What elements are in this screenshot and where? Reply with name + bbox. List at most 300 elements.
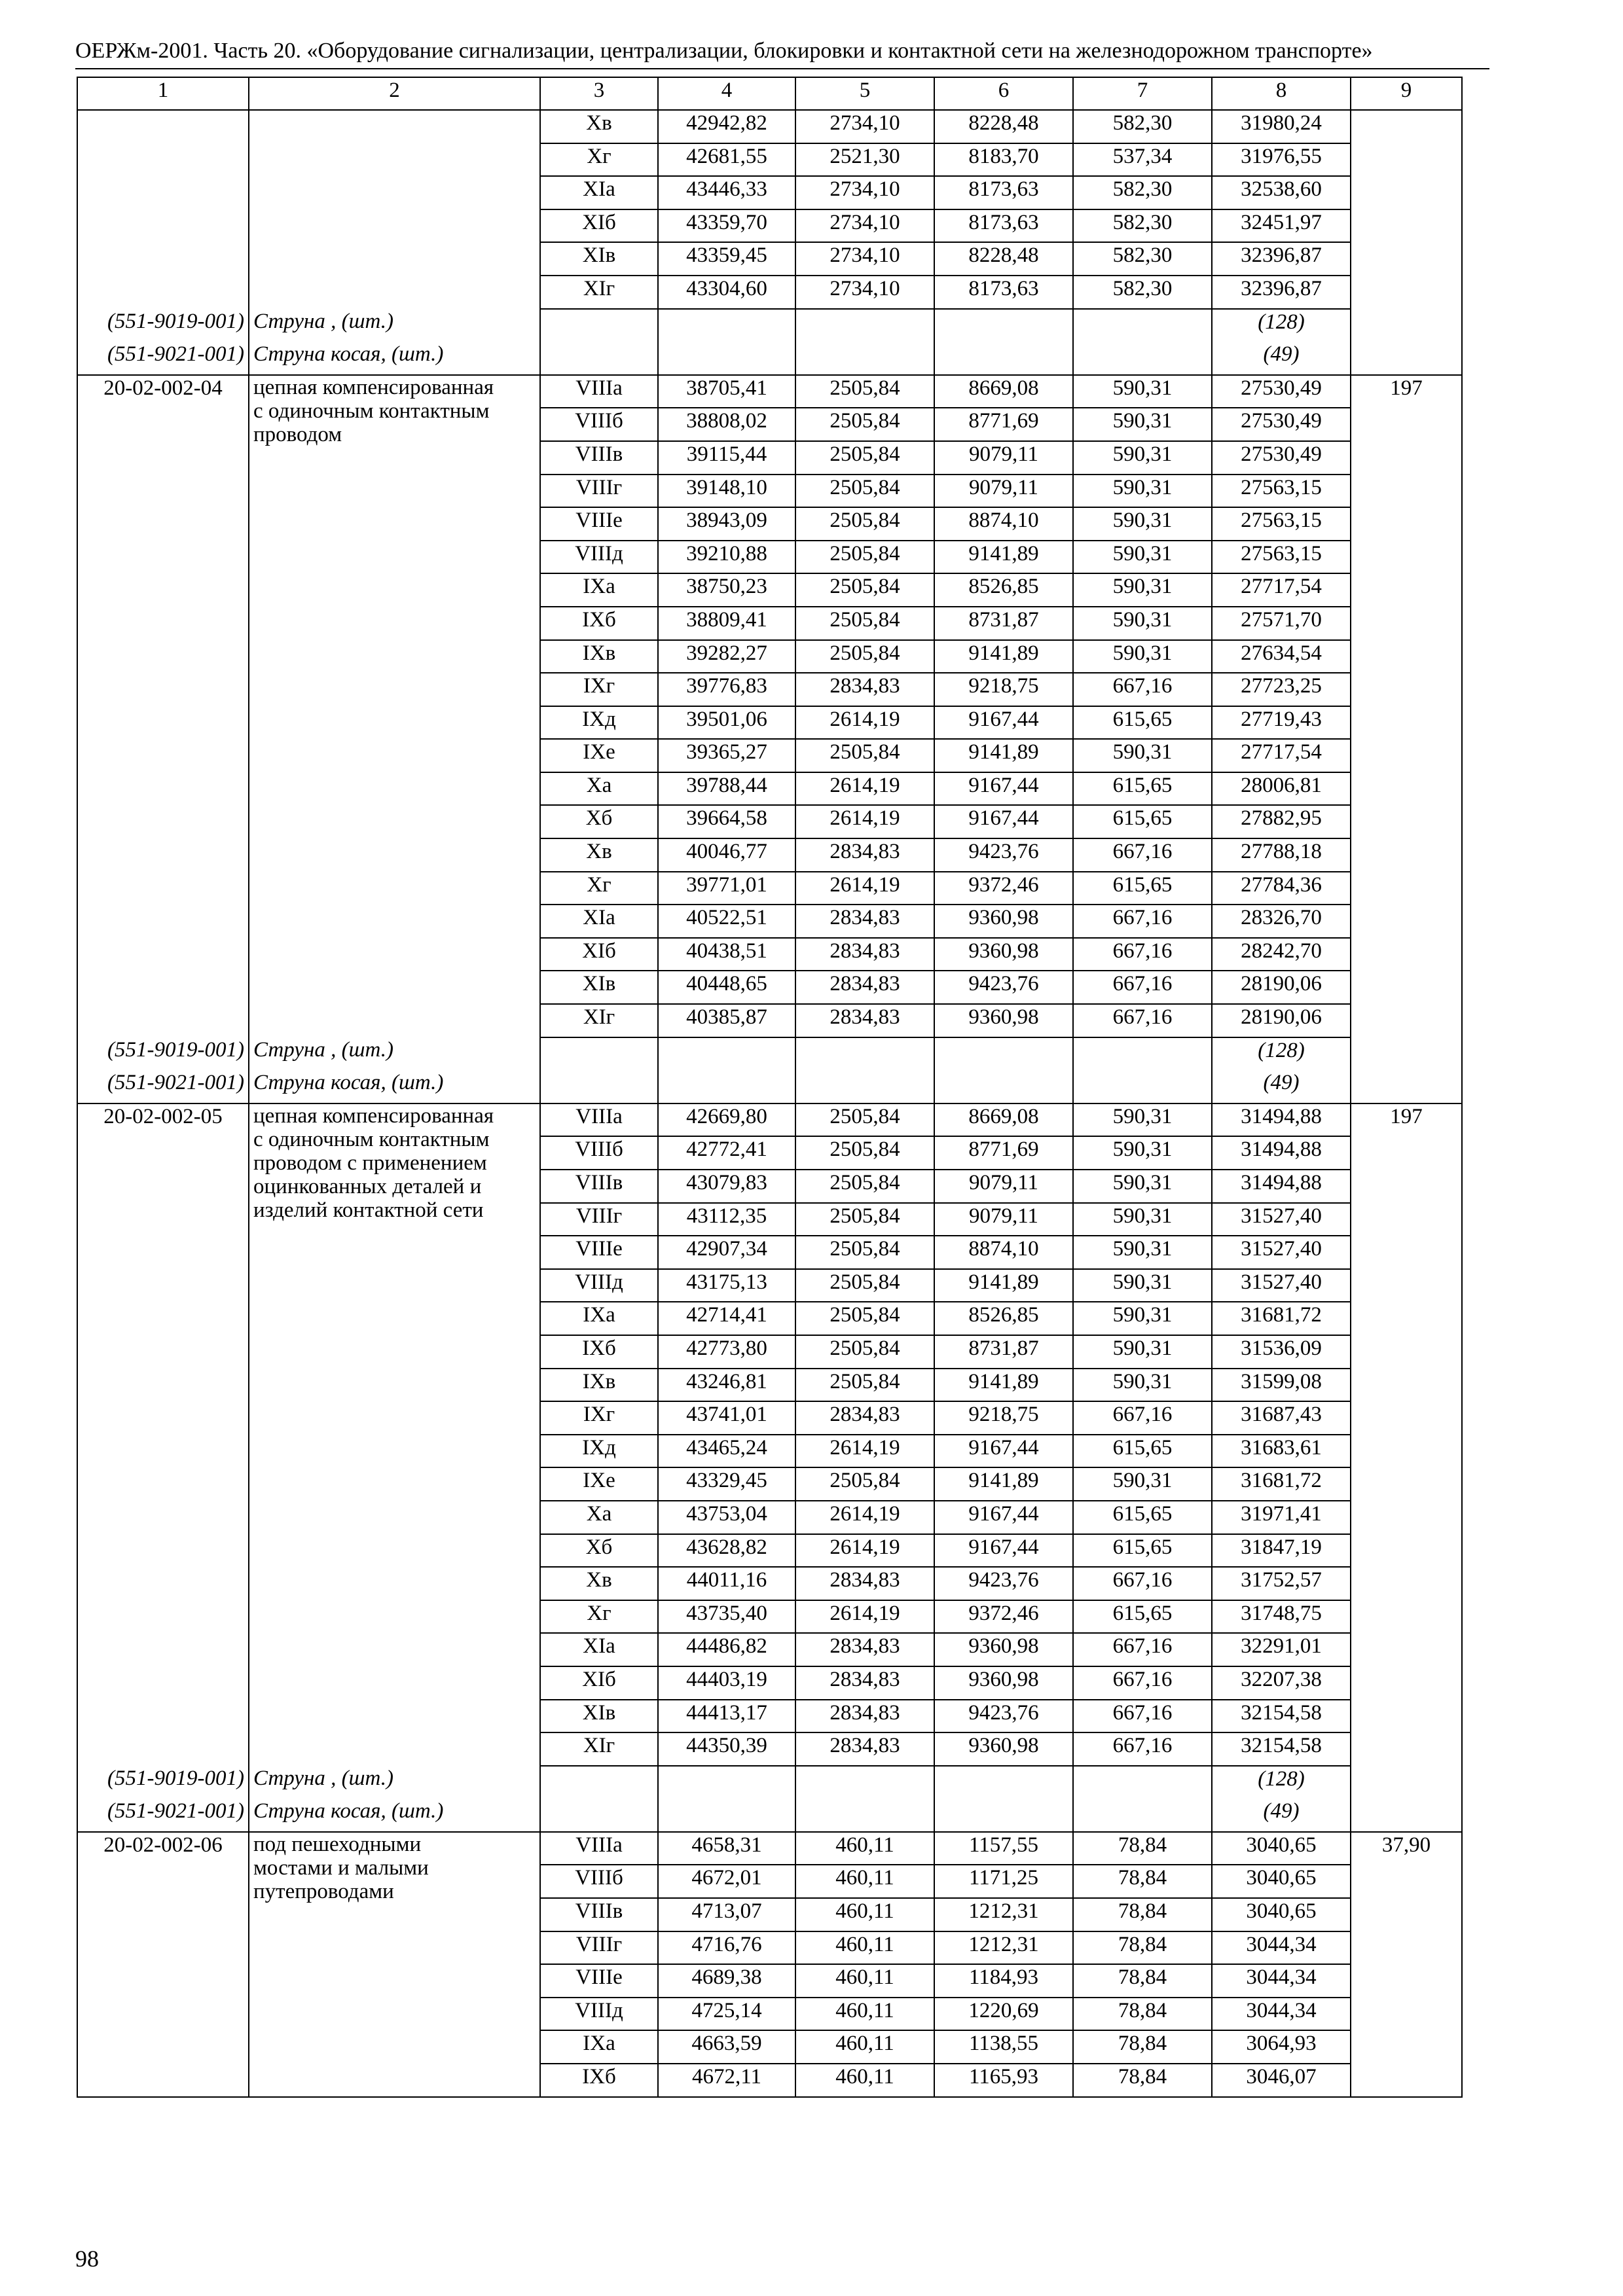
rate-description-cell xyxy=(249,475,540,508)
value-cell: 2521,30 xyxy=(795,143,934,177)
rates-table xyxy=(77,77,1463,2098)
value-cell: 590,31 xyxy=(1073,573,1212,607)
zone-cell: IХг xyxy=(540,673,658,706)
labor-cost-cell xyxy=(1351,1666,1462,1700)
rate-code-cell xyxy=(77,209,249,243)
value-cell: 39210,88 xyxy=(658,541,795,574)
table-row xyxy=(77,1534,1462,1568)
zone-cell: IХб xyxy=(540,2064,658,2097)
labor-cost: 197 xyxy=(1351,375,1462,408)
rate-description-line: изделий контактной сети xyxy=(253,1198,484,1222)
value-cell: 40438,51 xyxy=(658,938,795,971)
rate-code-cell xyxy=(77,1998,249,2031)
value-cell: 78,84 xyxy=(1073,2030,1212,2064)
value-cell: 27530,49 xyxy=(1212,441,1351,475)
empty-cell xyxy=(795,342,934,375)
value-cell: 28326,70 xyxy=(1212,905,1351,938)
value-cell: 3040,65 xyxy=(1212,1865,1351,1898)
rate-description-cell xyxy=(249,673,540,706)
zone-cell: VIIIа xyxy=(540,375,658,408)
zone-cell: ХIб xyxy=(540,209,658,243)
labor-cost-cell xyxy=(1351,1898,1462,1931)
value-cell: 31494,88 xyxy=(1212,1136,1351,1170)
value-cell: 43741,01 xyxy=(658,1401,795,1435)
table-row xyxy=(77,573,1462,607)
value-cell: 43465,24 xyxy=(658,1435,795,1468)
value-cell: 9360,98 xyxy=(934,1004,1073,1037)
value-cell: 590,31 xyxy=(1073,607,1212,640)
value-cell: 27571,70 xyxy=(1212,607,1351,640)
value-cell: 667,16 xyxy=(1073,971,1212,1004)
value-cell: 2734,10 xyxy=(795,176,934,209)
table-row xyxy=(77,1369,1462,1402)
value-cell: 38809,41 xyxy=(658,607,795,640)
rate-description-cell xyxy=(249,1832,540,1903)
value-cell: 31681,72 xyxy=(1212,1302,1351,1335)
resource-value: (128) xyxy=(1212,309,1351,342)
resource-code: (551-9019-001) xyxy=(77,1037,249,1071)
rate-code-cell xyxy=(77,805,249,838)
resource-code: (551-9021-001) xyxy=(77,342,249,375)
rate-code-cell xyxy=(77,938,249,971)
value-cell: 9372,46 xyxy=(934,1600,1073,1634)
zone-cell: ХIг xyxy=(540,1004,658,1037)
labor-cost-cell xyxy=(1351,1369,1462,1402)
zone-cell: IХв xyxy=(540,1369,658,1402)
rate-description-line: с одиночным контактным xyxy=(253,399,490,423)
value-cell: 1138,55 xyxy=(934,2030,1073,2064)
rate-code-cell xyxy=(77,1170,249,1203)
value-cell: 78,84 xyxy=(1073,1865,1212,1898)
zone-cell: IХа xyxy=(540,1302,658,1335)
value-cell: 9167,44 xyxy=(934,1534,1073,1568)
rate-description-cell xyxy=(249,1401,540,1435)
rate-description-cell xyxy=(249,507,540,541)
value-cell: 2834,83 xyxy=(795,1732,934,1766)
rate-description-cell xyxy=(249,872,540,905)
table-row xyxy=(77,176,1462,209)
rate-description-cell xyxy=(249,1004,540,1037)
rate-description-cell xyxy=(249,242,540,276)
table-row xyxy=(77,143,1462,177)
labor-cost-cell xyxy=(1351,607,1462,640)
labor-cost-cell xyxy=(1351,739,1462,772)
empty-cell xyxy=(934,342,1073,375)
value-cell: 590,31 xyxy=(1073,739,1212,772)
empty-cell xyxy=(1351,1070,1462,1103)
value-cell: 667,16 xyxy=(1073,1401,1212,1435)
value-cell: 9141,89 xyxy=(934,1369,1073,1402)
rate-code-cell xyxy=(77,541,249,574)
table-row xyxy=(77,838,1462,872)
value-cell: 9079,11 xyxy=(934,475,1073,508)
value-cell: 9423,76 xyxy=(934,1700,1073,1733)
value-cell: 32396,87 xyxy=(1212,276,1351,309)
rate-code-cell xyxy=(77,1467,249,1501)
rate-description-line: под пешеходными xyxy=(253,1832,422,1856)
value-cell: 460,11 xyxy=(795,1898,934,1931)
table-row xyxy=(77,1004,1462,1037)
labor-cost: 37,90 xyxy=(1351,1832,1462,1865)
rate-description-cell xyxy=(249,1534,540,1568)
value-cell: 615,65 xyxy=(1073,772,1212,806)
table-row xyxy=(77,872,1462,905)
value-cell: 8183,70 xyxy=(934,143,1073,177)
value-cell: 615,65 xyxy=(1073,706,1212,740)
value-cell: 42773,80 xyxy=(658,1335,795,1369)
empty-cell xyxy=(1351,1037,1462,1071)
value-cell: 2505,84 xyxy=(795,1136,934,1170)
value-cell: 32538,60 xyxy=(1212,176,1351,209)
labor-cost-cell xyxy=(1351,1269,1462,1302)
value-cell: 667,16 xyxy=(1073,1567,1212,1600)
value-cell: 590,31 xyxy=(1073,541,1212,574)
value-cell: 38705,41 xyxy=(658,375,795,408)
value-cell: 8669,08 xyxy=(934,375,1073,408)
value-cell: 582,30 xyxy=(1073,242,1212,276)
value-cell: 2834,83 xyxy=(795,905,934,938)
value-cell: 2614,19 xyxy=(795,872,934,905)
rate-code-cell xyxy=(77,706,249,740)
zone-cell: ХIв xyxy=(540,242,658,276)
resource-name: Струна , (шт.) xyxy=(249,309,540,342)
labor-cost-cell xyxy=(1351,872,1462,905)
table-row xyxy=(77,1269,1462,1302)
rate-code-cell xyxy=(77,1931,249,1965)
value-cell: 4663,59 xyxy=(658,2030,795,2064)
rate-code-cell xyxy=(77,1898,249,1931)
value-cell: 667,16 xyxy=(1073,1666,1212,1700)
value-cell: 4672,01 xyxy=(658,1865,795,1898)
table-row xyxy=(77,1401,1462,1435)
value-cell: 2834,83 xyxy=(795,1666,934,1700)
rate-code-cell xyxy=(77,772,249,806)
column-number: 5 xyxy=(795,77,934,110)
value-cell: 39501,06 xyxy=(658,706,795,740)
value-cell: 38750,23 xyxy=(658,573,795,607)
rate-description-cell xyxy=(249,1501,540,1534)
value-cell: 2734,10 xyxy=(795,110,934,143)
value-cell: 2505,84 xyxy=(795,607,934,640)
zone-cell: VIIIб xyxy=(540,1865,658,1898)
value-cell: 39788,44 xyxy=(658,772,795,806)
value-cell: 28006,81 xyxy=(1212,772,1351,806)
rate-description-cell xyxy=(249,1633,540,1666)
page-number: 98 xyxy=(75,2246,99,2272)
value-cell: 590,31 xyxy=(1073,640,1212,673)
rate-description-cell xyxy=(249,838,540,872)
value-cell: 31683,61 xyxy=(1212,1435,1351,1468)
value-cell: 4658,31 xyxy=(658,1832,795,1865)
table-row xyxy=(77,905,1462,938)
value-cell: 27882,95 xyxy=(1212,805,1351,838)
value-cell: 667,16 xyxy=(1073,905,1212,938)
resource-name: Струна косая, (шт.) xyxy=(249,342,540,375)
labor-cost-cell xyxy=(1351,507,1462,541)
rate-code: 20-02-002-06 xyxy=(77,1832,249,1865)
value-cell: 9141,89 xyxy=(934,640,1073,673)
value-cell: 2505,84 xyxy=(795,1103,934,1137)
zone-cell: VIIIв xyxy=(540,1170,658,1203)
rate-description-cell xyxy=(249,1567,540,1600)
value-cell: 2614,19 xyxy=(795,1534,934,1568)
value-cell: 590,31 xyxy=(1073,441,1212,475)
zone-cell: VIIIг xyxy=(540,1931,658,1965)
empty-cell xyxy=(934,1070,1073,1103)
value-cell: 39115,44 xyxy=(658,441,795,475)
rate-code-cell xyxy=(77,1964,249,1998)
value-cell: 9423,76 xyxy=(934,971,1073,1004)
value-cell: 590,31 xyxy=(1073,475,1212,508)
column-number: 2 xyxy=(249,77,540,110)
value-cell: 460,11 xyxy=(795,1931,934,1965)
empty-cell xyxy=(658,342,795,375)
table-row xyxy=(77,276,1462,309)
labor-cost-cell xyxy=(1351,1004,1462,1037)
value-cell: 2614,19 xyxy=(795,706,934,740)
value-cell: 43359,45 xyxy=(658,242,795,276)
table-row xyxy=(77,1103,1462,1137)
rate-description-cell xyxy=(249,1700,540,1733)
value-cell: 3046,07 xyxy=(1212,2064,1351,2097)
rate-code-cell xyxy=(77,1004,249,1037)
rate-code-cell xyxy=(77,739,249,772)
value-cell: 27563,15 xyxy=(1212,475,1351,508)
zone-cell: VIIIг xyxy=(540,475,658,508)
rate-description-line: проводом xyxy=(253,422,342,446)
value-cell: 8669,08 xyxy=(934,1103,1073,1137)
value-cell: 9218,75 xyxy=(934,673,1073,706)
column-number: 3 xyxy=(540,77,658,110)
table-row xyxy=(77,1335,1462,1369)
rate-code-cell xyxy=(77,838,249,872)
value-cell: 40522,51 xyxy=(658,905,795,938)
value-cell: 8731,87 xyxy=(934,1335,1073,1369)
value-cell: 44486,82 xyxy=(658,1633,795,1666)
labor-cost-cell xyxy=(1351,276,1462,309)
zone-cell: VIIIб xyxy=(540,1136,658,1170)
value-cell: 32396,87 xyxy=(1212,242,1351,276)
resource-name: Струна косая, (шт.) xyxy=(249,1070,540,1103)
labor-cost-cell xyxy=(1351,1865,1462,1898)
empty-cell xyxy=(1351,1766,1462,1799)
empty-cell xyxy=(795,309,934,342)
value-cell: 2505,84 xyxy=(795,1369,934,1402)
table-row xyxy=(77,2064,1462,2097)
value-cell: 2505,84 xyxy=(795,375,934,408)
value-cell: 9167,44 xyxy=(934,1501,1073,1534)
value-cell: 43079,83 xyxy=(658,1170,795,1203)
rate-description-cell xyxy=(249,739,540,772)
resource-row xyxy=(77,342,1462,375)
zone-cell: Ха xyxy=(540,772,658,806)
value-cell: 1165,93 xyxy=(934,2064,1073,2097)
rate-description-cell xyxy=(249,1732,540,1766)
value-cell: 31527,40 xyxy=(1212,1269,1351,1302)
value-cell: 27717,54 xyxy=(1212,573,1351,607)
value-cell: 3040,65 xyxy=(1212,1898,1351,1931)
value-cell: 9079,11 xyxy=(934,1170,1073,1203)
empty-cell xyxy=(658,309,795,342)
value-cell: 9423,76 xyxy=(934,1567,1073,1600)
zone-cell: ХIа xyxy=(540,905,658,938)
rate-description-cell xyxy=(249,375,540,446)
rate-description-cell xyxy=(249,938,540,971)
labor-cost-cell xyxy=(1351,573,1462,607)
value-cell: 460,11 xyxy=(795,1998,934,2031)
value-cell: 39365,27 xyxy=(658,739,795,772)
value-cell: 460,11 xyxy=(795,1964,934,1998)
empty-cell xyxy=(540,1070,658,1103)
table-row xyxy=(77,1467,1462,1501)
value-cell: 39771,01 xyxy=(658,872,795,905)
labor-cost-cell xyxy=(1351,1633,1462,1666)
value-cell: 667,16 xyxy=(1073,1633,1212,1666)
value-cell: 590,31 xyxy=(1073,507,1212,541)
table-row xyxy=(77,1998,1462,2031)
value-cell: 42772,41 xyxy=(658,1136,795,1170)
value-cell: 32154,58 xyxy=(1212,1732,1351,1766)
value-cell: 8526,85 xyxy=(934,1302,1073,1335)
zone-cell: IХе xyxy=(540,739,658,772)
value-cell: 38808,02 xyxy=(658,408,795,441)
zone-cell: Хг xyxy=(540,143,658,177)
value-cell: 2505,84 xyxy=(795,640,934,673)
rate-description-cell xyxy=(249,772,540,806)
labor-cost-cell xyxy=(1351,1998,1462,2031)
value-cell: 590,31 xyxy=(1073,1335,1212,1369)
zone-cell: VIIIа xyxy=(540,1832,658,1865)
rate-code-cell xyxy=(77,408,249,441)
value-cell: 42681,55 xyxy=(658,143,795,177)
value-cell: 9360,98 xyxy=(934,1666,1073,1700)
rate-description-cell xyxy=(249,276,540,309)
value-cell: 2505,84 xyxy=(795,1467,934,1501)
value-cell: 43628,82 xyxy=(658,1534,795,1568)
value-cell: 2834,83 xyxy=(795,838,934,872)
value-cell: 9167,44 xyxy=(934,805,1073,838)
resource-code: (551-9019-001) xyxy=(77,1766,249,1799)
rate-code-cell xyxy=(77,1136,249,1170)
rate-description-cell xyxy=(249,805,540,838)
rate-description-cell xyxy=(249,573,540,607)
rate-description-cell xyxy=(249,1435,540,1468)
zone-cell: ХIа xyxy=(540,1633,658,1666)
resource-row xyxy=(77,1070,1462,1103)
column-number: 1 xyxy=(77,77,249,110)
value-cell: 31752,57 xyxy=(1212,1567,1351,1600)
table-row xyxy=(77,209,1462,243)
value-cell: 9079,11 xyxy=(934,1203,1073,1236)
value-cell: 1212,31 xyxy=(934,1898,1073,1931)
value-cell: 2505,84 xyxy=(795,1302,934,1335)
rate-code-cell xyxy=(77,176,249,209)
value-cell: 8173,63 xyxy=(934,176,1073,209)
table-row xyxy=(77,938,1462,971)
resource-value: (49) xyxy=(1212,1070,1351,1103)
value-cell: 615,65 xyxy=(1073,1600,1212,1634)
labor-cost-cell xyxy=(1351,905,1462,938)
value-cell: 2734,10 xyxy=(795,242,934,276)
value-cell: 31599,08 xyxy=(1212,1369,1351,1402)
labor-cost: 197 xyxy=(1351,1103,1462,1137)
rate-code-cell xyxy=(77,1435,249,1468)
zone-cell: IХб xyxy=(540,1335,658,1369)
value-cell: 2734,10 xyxy=(795,209,934,243)
empty-cell xyxy=(934,1037,1073,1071)
value-cell: 39148,10 xyxy=(658,475,795,508)
value-cell: 4713,07 xyxy=(658,1898,795,1931)
resource-code: (551-9021-001) xyxy=(77,1070,249,1103)
value-cell: 78,84 xyxy=(1073,1998,1212,2031)
value-cell: 9360,98 xyxy=(934,1633,1073,1666)
zone-cell: IХб xyxy=(540,607,658,640)
rate-description-cell xyxy=(249,1931,540,1965)
value-cell: 43112,35 xyxy=(658,1203,795,1236)
value-cell: 9167,44 xyxy=(934,1435,1073,1468)
value-cell: 4689,38 xyxy=(658,1964,795,1998)
value-cell: 78,84 xyxy=(1073,2064,1212,2097)
value-cell: 9360,98 xyxy=(934,905,1073,938)
value-cell: 1171,25 xyxy=(934,1865,1073,1898)
rate-description-cell xyxy=(249,1467,540,1501)
value-cell: 27717,54 xyxy=(1212,739,1351,772)
table-row xyxy=(77,375,1462,408)
value-cell: 590,31 xyxy=(1073,375,1212,408)
labor-cost-cell xyxy=(1351,541,1462,574)
value-cell: 32451,97 xyxy=(1212,209,1351,243)
value-cell: 2834,83 xyxy=(795,1401,934,1435)
rate-description-line: проводом с применением xyxy=(253,1151,487,1175)
rate-description-cell xyxy=(249,640,540,673)
zone-cell: Хг xyxy=(540,1600,658,1634)
rate-code-cell xyxy=(77,475,249,508)
rate-description-cell xyxy=(249,1103,540,1222)
value-cell: 615,65 xyxy=(1073,1534,1212,1568)
table-row xyxy=(77,607,1462,640)
zone-cell: ХIг xyxy=(540,276,658,309)
empty-cell xyxy=(1073,1037,1212,1071)
rate-description-cell xyxy=(249,1964,540,1998)
zone-cell: VIIIб xyxy=(540,408,658,441)
running-header: ОЕРЖм-2001. Часть 20. «Оборудование сигнализации, централизации, блокировки и контактной сети на железнодорожном транспорте» xyxy=(75,39,1373,63)
value-cell: 27788,18 xyxy=(1212,838,1351,872)
labor-cost-cell xyxy=(1351,1136,1462,1170)
value-cell: 27634,54 xyxy=(1212,640,1351,673)
value-cell: 2834,83 xyxy=(795,1567,934,1600)
resource-value: (128) xyxy=(1212,1766,1351,1799)
value-cell: 590,31 xyxy=(1073,1103,1212,1137)
rate-code: 20-02-002-05 xyxy=(77,1103,249,1137)
labor-cost-cell xyxy=(1351,640,1462,673)
empty-cell xyxy=(934,309,1073,342)
rate-description-cell xyxy=(249,2064,540,2097)
value-cell: 8771,69 xyxy=(934,408,1073,441)
value-cell: 4672,11 xyxy=(658,2064,795,2097)
value-cell: 9079,11 xyxy=(934,441,1073,475)
value-cell: 42714,41 xyxy=(658,1302,795,1335)
rate-code-cell xyxy=(77,872,249,905)
labor-cost-cell xyxy=(1351,673,1462,706)
rate-code-cell xyxy=(77,1236,249,1269)
value-cell: 2505,84 xyxy=(795,1203,934,1236)
rate-code-cell xyxy=(77,1600,249,1634)
zone-cell: Хб xyxy=(540,1534,658,1568)
table-row xyxy=(77,1700,1462,1733)
rate-description-line: мостами и малыми xyxy=(253,1856,429,1880)
value-cell: 590,31 xyxy=(1073,1136,1212,1170)
labor-cost-cell xyxy=(1351,242,1462,276)
